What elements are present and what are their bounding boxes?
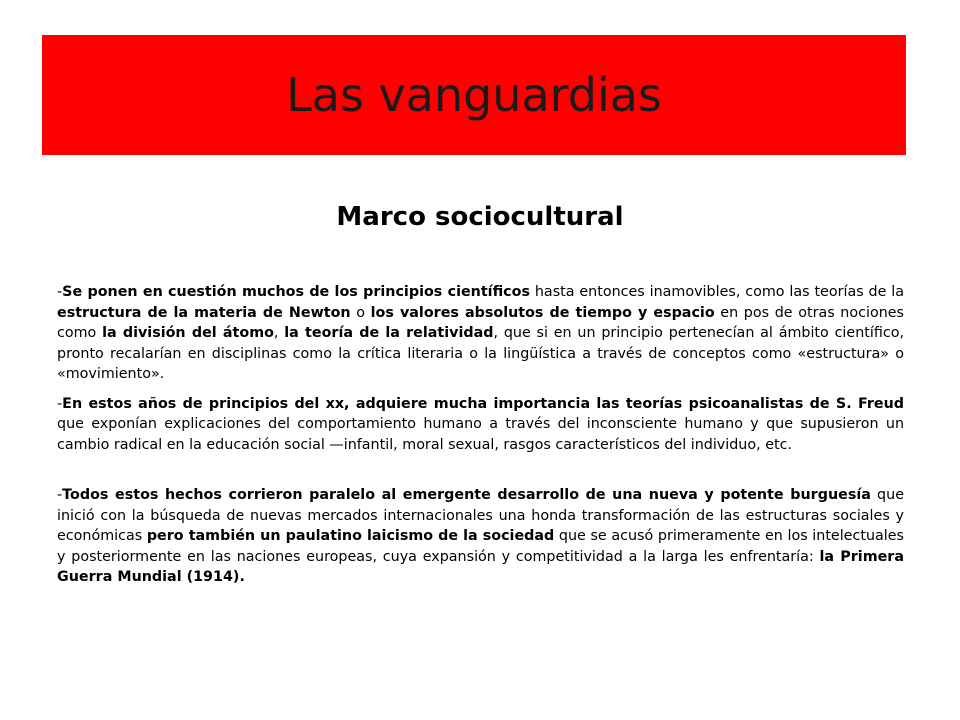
paragraph-science <box>57 282 904 385</box>
paragraph-burguesia <box>57 485 904 588</box>
text-segment-bold: Todos estos hechos corrieron paralelo al emergente desarrollo de una nueva y potente burguesía <box>62 487 871 503</box>
text-segment: hasta entonces inamovibles, como las teorías de la <box>530 284 904 300</box>
slide-subtitle: Marco sociocultural <box>336 202 624 232</box>
text-segment: - <box>57 284 63 300</box>
text-segment: - <box>57 395 63 412</box>
text-segment-bold: En estos años de principios del xx, adquiere mucha importancia las teorías psicoanalistas de S. Freud <box>62 395 904 412</box>
title-banner <box>42 35 906 155</box>
text-segment: que inició con la búsqueda de nuevas mercados internacionales una honda transformación de las estructuras sociales y económicas <box>57 487 904 544</box>
text-segment: , que si en un principio pertenecían al ámbito científico, pronto recalarían en disciplinas como la crítica literaria o la lingüística a través de conceptos como «estructura» o «movimiento». <box>57 325 904 382</box>
text-segment: - <box>57 487 63 503</box>
slide-body <box>57 282 904 588</box>
paragraph-freud <box>57 394 904 456</box>
text-segment: que se acusó primeramente en los intelectuales y posteriormente en las naciones europeas, cuya expansión y competitividad a la larga les enfrentaría: <box>57 528 904 565</box>
slide-title: Las vanguardias <box>286 68 662 122</box>
text-segment-bold: la teoría de la relatividad <box>284 325 494 341</box>
text-segment: en pos de otras nociones como <box>57 304 904 341</box>
text-segment-bold: Se ponen en cuestión muchos de los principios científicos <box>62 284 530 300</box>
text-segment: que exponían explicaciones del comportamiento humano a través del inconsciente humano y que supusieron un cambio radical en la educación social —infantil, moral sexual, rasgos característicos del individuo, etc. <box>57 416 904 453</box>
text-segment-bold: la Primera Guerra Mundial (1914). <box>57 548 905 585</box>
text-segment: , <box>273 325 285 341</box>
text-segment-bold: la división del átomo <box>102 325 274 341</box>
text-segment: o <box>350 304 371 321</box>
text-segment-bold: los valores absolutos de tiempo y espacio <box>370 304 715 321</box>
text-segment-bold: pero también un paulatino laicismo de la sociedad <box>146 528 555 544</box>
text-segment-bold: estructura de la materia de Newton <box>57 304 351 321</box>
